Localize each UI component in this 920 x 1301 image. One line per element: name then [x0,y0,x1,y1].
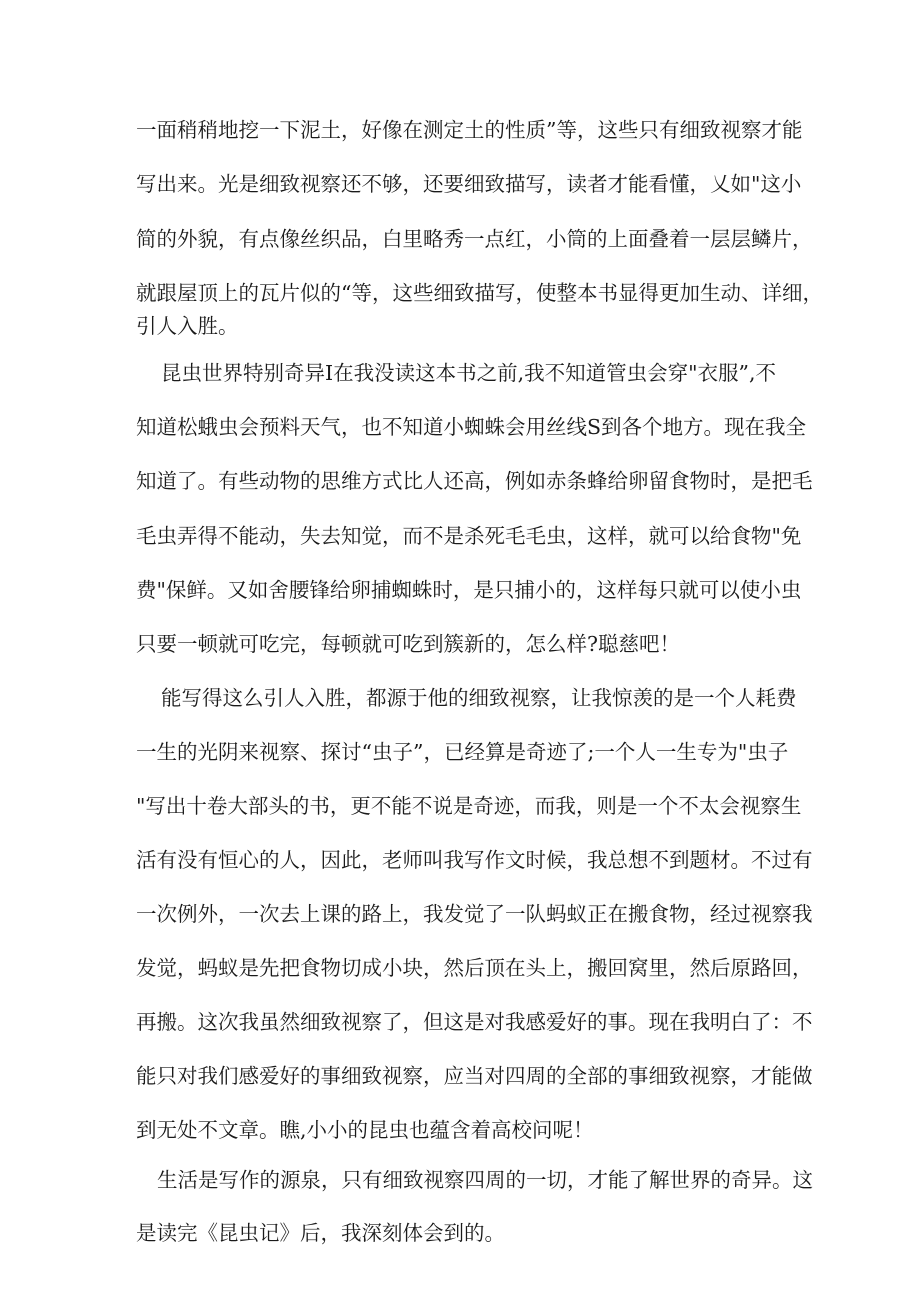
paragraph-line: 再搬。这次我虽然细致视察了，但这是对我感爱好的事。现在我明白了：不 [136,1010,813,1034]
paragraph-line: 发觉，蚂蚁是先把食物切成小块，然后顶在头上，搬回窝里，然后原路回， [136,956,813,980]
paragraph-line: 能只对我们感爱好的事细致视察，应当对四周的全部的事细致视察，才能做 [136,1064,813,1088]
paragraph-line: 简的外貌，有点像丝织品，白里略秀一点红，小筒的上面叠着一层层鳞片， [136,227,813,251]
paragraph-line: 知道松蛾虫会预料天气，也不知道小蜘蛛会用丝线S到各个地方。现在我全 [136,415,807,439]
paragraph-line: 知道了。有些动物的思维方式比人还高，例如赤条蜂给卵留食物时，是把毛 [136,469,813,493]
paragraph-line: 引人入胜。 [136,314,239,338]
paragraph-line: 费"保鲜。又如舍腰锋给卵捕蜘蛛时，是只捕小的，这样每只就可以使小虫 [136,578,802,602]
paragraph-line: 生活是写作的源泉，只有细致视察四周的一切，才能了解世界的奇异。这 [157,1168,813,1192]
paragraph-line: 就跟屋顶上的瓦片似的“等，这些细致描写，使整本书显得更加生动、详细， [136,281,823,305]
paragraph-line: 只要一顿就可吃完，每顿就可吃到簇新的，怎么样?聪慈吧！ [136,632,680,656]
paragraph-line: 昆虫世界特别奇异I在我没读这本书之前,我不知道管虫会穿"衣服”,不 [161,361,777,385]
paragraph-line: 到无处不文章。瞧,小小的昆虫也蕴含着高校问呢！ [136,1118,594,1142]
paragraph-line: 能写得这么引人入胜，都源于他的细致视察，让我惊羡的是一个人耗费 [161,686,797,710]
paragraph-line: 写出来。光是细致视察还不够，还要细致描写，读者才能看懂，乂如"这小 [136,172,802,196]
paragraph-line: 活有没有恒心的人，因此，老师叫我写作文时候，我总想不到题材。不过有 [136,848,813,872]
paragraph-line: 一次例外，一次去上课的路上，我发觉了一队蚂蚁正在搬食物，经过视察我 [136,902,813,926]
paragraph-line: "写出十卷大部头的书，更不能不说是奇迹，而我，则是一个不太会视察生 [136,794,802,818]
paragraph-line: 一面稍稍地挖一下泥土，好像在测定土的性质”等，这些只有细致视察才能 [136,118,803,142]
paragraph-line: 一生的光阴来视察、探讨“虫子”，已经算是奇迹了;一个人一生专为"虫子 [136,740,789,764]
paragraph-line: 毛虫弄得不能动，失去知觉，而不是杀死毛毛虫，这样，就可以给食物"免 [136,524,802,548]
paragraph-line: 是读完《昆虫记》后，我深刻体会到的。 [136,1221,505,1245]
